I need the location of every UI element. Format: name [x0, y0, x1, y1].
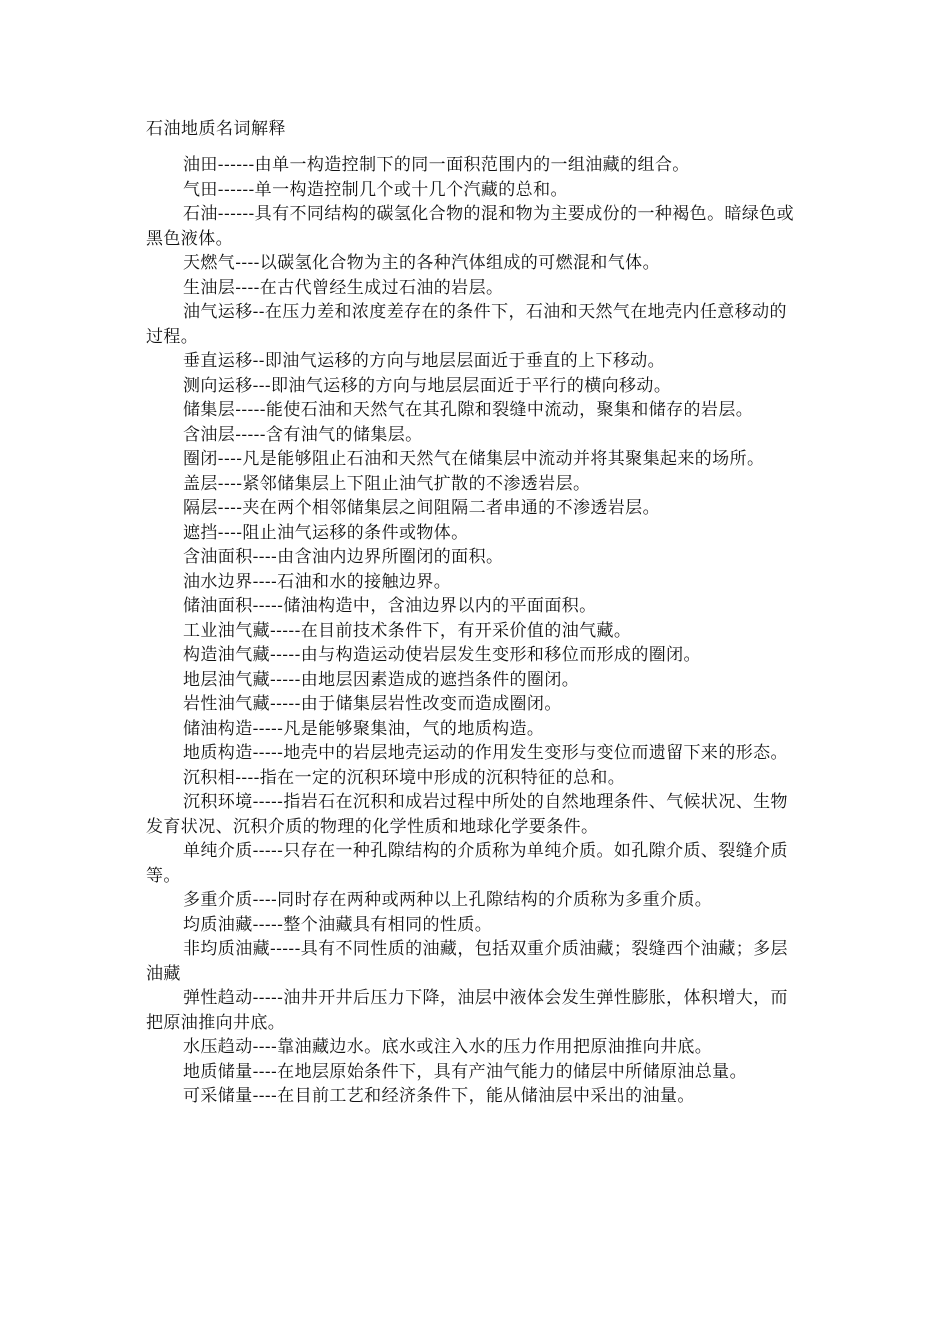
- glossary-entry: 多重介质----同时存在两种或两种以上孔隙结构的介质称为多重介质。: [183, 890, 713, 910]
- glossary-entry: 垂直运移--即油气运移的方向与地层层面近于垂直的上下移动。: [183, 351, 666, 371]
- glossary-entry: 天燃气----以碳氢化合物为主的各种汽体组成的可燃混和气体。: [183, 253, 660, 273]
- glossary-entry: 含油层-----含有油气的储集层。: [183, 424, 423, 445]
- glossary-entry: 隔层----夹在两个相邻储集层之间阻隔二者串通的不渗透岩层。: [183, 498, 660, 518]
- glossary-entry: 地质构造-----地壳中的岩层地壳运动的作用发生变形与变位而遗留下来的形态。: [183, 743, 788, 763]
- glossary-entry: 均质油藏-----整个油藏具有相同的性质。: [183, 914, 493, 935]
- glossary-entry: 水压趋动----靠油藏边水。底水或注入水的压力作用把原油推向井底。: [183, 1037, 713, 1057]
- glossary-entry: 构造油气藏-----由与构造运动使岩层发生变形和移位而形成的圈闭。: [183, 645, 701, 665]
- glossary-entry: 遮挡----阻止油气运移的条件或物体。: [183, 522, 469, 543]
- document-title: 石油地质名词解释: [146, 119, 286, 139]
- glossary-entry: 石油------具有不同结构的碳氢化合物的混和物为主要成份的一种褐色。暗绿色或黑色液体。: [146, 204, 795, 249]
- glossary-entry: 生油层----在古代曾经生成过石油的岩层。: [183, 277, 504, 298]
- glossary-entries: [146, 153, 798, 1109]
- glossary-entry: 沉积相----指在一定的沉积环境中形成的沉积特征的总和。: [183, 767, 626, 788]
- glossary-entry: 单纯介质-----只存在一种孔隙结构的介质称为单纯介质。如孔隙介质、裂缝介质等。: [146, 841, 788, 886]
- glossary-entry: 弹性趋动-----油井开井后压力下降，油层中液体会发生弹性膨胀，体积增大，而把原油推向井底。: [146, 988, 788, 1033]
- glossary-entry: 工业油气藏-----在目前技术条件下，有开采价值的油气藏。: [183, 620, 632, 641]
- glossary-entry: 盖层----紧邻储集层上下阻止油气扩散的不渗透岩层。: [183, 473, 591, 494]
- glossary-entry: 油气运移--在压力差和浓度差存在的条件下，石油和天然气在地壳内任意移动的过程。: [146, 302, 787, 347]
- glossary-entry: 储集层-----能使石油和天然气在其孔隙和裂缝中流动，聚集和储存的岩层。: [183, 400, 754, 420]
- glossary-entry: 储油面积-----储油构造中，含油边界以内的平面面积。: [183, 596, 597, 616]
- glossary-entry: 含油面积----由含油内边界所圈闭的面积。: [183, 547, 504, 567]
- glossary-entry: 油水边界----石油和水的接触边界。: [183, 571, 452, 592]
- glossary-entry: 沉积环境-----指岩石在沉积和成岩过程中所处的自然地理条件、气候状况、生物发育状况、沉积介质的物理的化学性质和地球化学要条件。: [146, 792, 788, 837]
- glossary-entry: 可采储量----在目前工艺和经济条件下，能从储油层中采出的油量。: [183, 1086, 695, 1106]
- glossary-entry: 地质储量----在地层原始条件下，具有产油气能力的储层中所储原油总量。: [183, 1061, 747, 1082]
- glossary-entry: 地层油气藏-----由地层因素造成的遮挡条件的圈闭。: [183, 669, 580, 690]
- glossary-entry: 圈闭----凡是能够阻止石油和天然气在储集层中流动并将其聚集起来的场所。: [183, 449, 765, 469]
- glossary-entry: 非均质油藏-----具有不同性质的油藏，包括双重介质油藏；裂缝西个油藏；多层油藏: [146, 939, 788, 984]
- glossary-entry: 油田------由单一构造控制下的同一面积范围内的一组油藏的组合。: [183, 155, 690, 175]
- glossary-entry: 气田------单一构造控制几个或十几个汽藏的总和。: [183, 179, 568, 200]
- glossary-entry: 测向运移---即油气运移的方向与地层层面近于平行的横向移动。: [183, 375, 672, 396]
- glossary-entry: 岩性油气藏-----由于储集层岩性改变而造成圈闭。: [183, 694, 562, 714]
- glossary-entry: 储油构造-----凡是能够聚集油，气的地质构造。: [183, 718, 545, 739]
